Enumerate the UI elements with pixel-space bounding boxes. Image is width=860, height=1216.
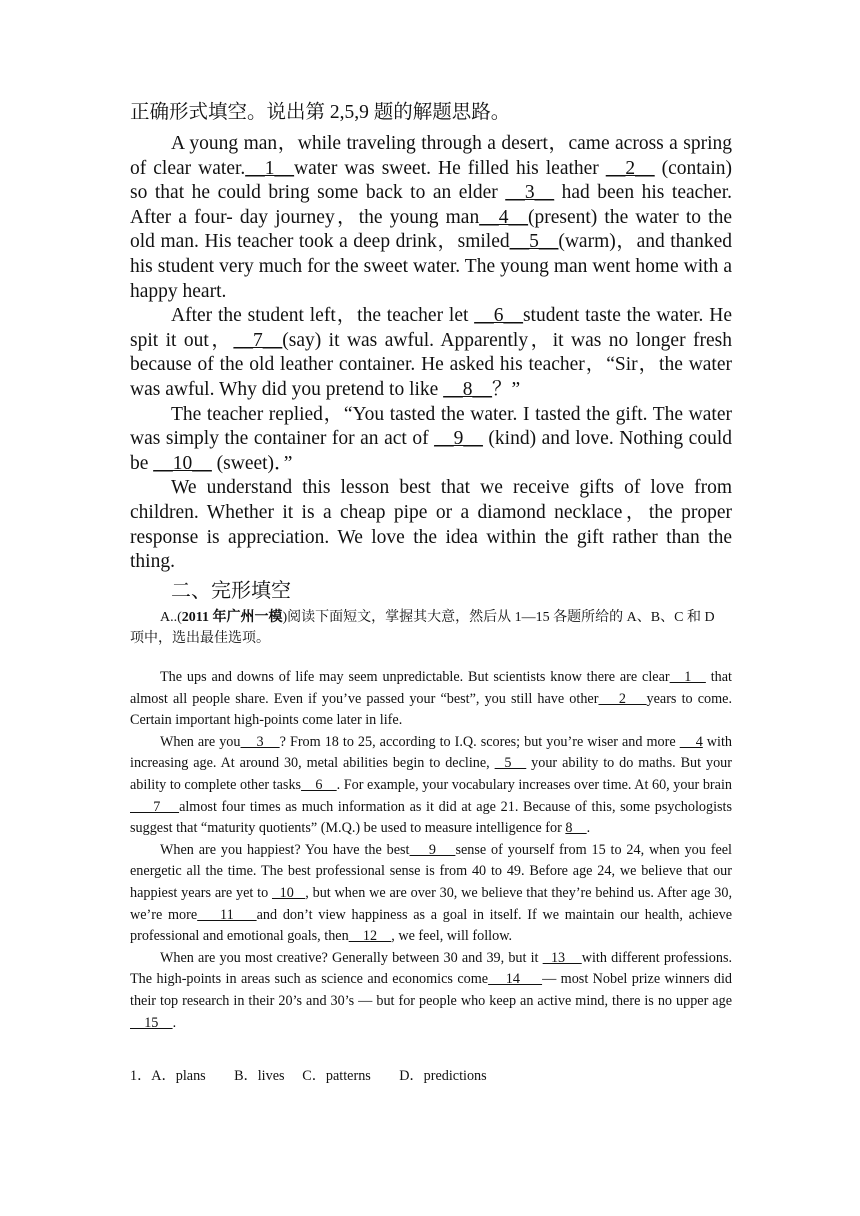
passage-1-paragraph-4: We understand this lesson best that we receive gifts of love from children. Whether it is a cheap pipe or a diamond necklace，the proper response is appreciation. We love the idea within the gift rather than the thing. bbox=[130, 477, 732, 573]
cloze-blank-6[interactable]: 6 bbox=[301, 776, 337, 793]
option-c[interactable]: C．patterns bbox=[302, 1068, 371, 1084]
question-number: 1． bbox=[130, 1068, 152, 1084]
question-1-options bbox=[130, 1066, 487, 1086]
cloze-blank-13[interactable]: 13 bbox=[542, 949, 582, 966]
cloze-blank-11[interactable]: 11 bbox=[197, 906, 257, 923]
cloze-blank-9[interactable]: 9 bbox=[409, 841, 456, 858]
cloze-blank-7[interactable]: 7 bbox=[130, 798, 180, 815]
blank-4[interactable]: __4__ bbox=[479, 206, 528, 228]
cloze-blank-15[interactable]: 15 bbox=[130, 1014, 173, 1031]
cloze-blank-12[interactable]: 12 bbox=[348, 928, 392, 945]
section-title: 二、完形填空 bbox=[171, 580, 291, 602]
option-d[interactable]: D．predictions bbox=[399, 1068, 487, 1084]
cloze-blank-14[interactable]: 14 bbox=[488, 971, 543, 988]
cloze-blank-5[interactable]: 5 bbox=[494, 755, 527, 772]
blank-9[interactable]: __9__ bbox=[434, 428, 483, 450]
blank-7[interactable]: __7__ bbox=[233, 329, 283, 351]
passage-1-paragraph-3: The teacher replied，“You tasted the water. I tasted the gift. The water was simply the container for an act of __9__ (kind) and love. Nothing could be __10__ (sweet)．” bbox=[130, 403, 733, 474]
exercise-instruction: 正确形式填空。说出第 2,5,9 题的解题思路。 bbox=[130, 102, 511, 123]
blank-1[interactable]: __1__ bbox=[245, 157, 295, 179]
blank-10[interactable]: __10__ bbox=[153, 452, 212, 474]
cloze-blank-1[interactable]: 1 bbox=[669, 669, 706, 685]
cloze-blank-10[interactable]: 10 bbox=[271, 884, 306, 901]
cloze-instruction: A..(2011 年广州一模)阅读下面短文，掌握其大意，然后从 1—15 各题所给的 A、B、C 和 D 项中，选出最佳选项。 bbox=[130, 610, 715, 646]
passage-1-paragraph-2: After the student left，the teacher let __6__student taste the water. He spit it out，__7__(say) it was awful. Apparently，it was no longer fresh because of the old leather container. He asked his teacher，“Sir，the water was awful. Why did you pretend to like __8__？” bbox=[130, 305, 732, 400]
cloze-blank-3[interactable]: 3 bbox=[240, 733, 280, 750]
passage-2-paragraph-3: When are you happiest? You have the best 9 sense of yourself from 15 to 24, when you feel energetic all the time. The best professional sense is from 40 to 49. Before age 24, we believe that our happiest years are yet to 10 , but when we are over 30, we believe that they’re behind us. After age 30, we’re more 11 and don’t view happiness as a goal in itself. If we maintain our health, achieve professional and emotional goals, then 12 , we feel, will follow. bbox=[130, 841, 732, 945]
passage-1 bbox=[130, 132, 732, 575]
blank-5[interactable]: __5__ bbox=[509, 231, 559, 253]
option-b[interactable]: B．lives bbox=[234, 1068, 285, 1084]
cloze-blank-2[interactable]: 2 bbox=[598, 690, 647, 707]
blank-2[interactable]: __2__ bbox=[605, 157, 655, 179]
cloze-blank-4[interactable]: 4 bbox=[679, 733, 703, 750]
passage-1-paragraph-1: A young man，while traveling through a desert，came across a spring of clear water.__1__water was sweet. He filled his leather __2__ (contain) so that he could bring some back to an elder __3__ had been his teacher. After a four- day journey，the young man__4__(present) the water to the old man. His teacher took a deep drink，smiled__5__(warm)，and thanked his student very much for the sweet water. The young man went home with a happy heart. bbox=[130, 133, 732, 302]
passage-2-paragraph-1: The ups and downs of life may seem unpredictable. But scientists know there are clear 1 that almost all people share. Even if you’ve passed your “best”, you still have other 2 years to come. Certain important high-points come later in life. bbox=[130, 669, 732, 729]
option-a[interactable]: A．plans bbox=[151, 1068, 206, 1084]
passage-2 bbox=[130, 667, 732, 1034]
passage-2-paragraph-4: When are you most creative? Generally between 30 and 39, but it 13 with different professions. The high-points in areas such as science and economics come 14 — most Nobel prize winners did their top research in their 20’s and 30’s — but for people who keep an active mind, there is no upper age 15 . bbox=[130, 949, 733, 1031]
blank-6[interactable]: __6__ bbox=[474, 305, 523, 327]
blank-3[interactable]: __3__ bbox=[505, 182, 555, 204]
passage-2-paragraph-2: When are you 3 ? From 18 to 25, according to I.Q. scores; but you’re wiser and more 4 with increasing age. At around 30, metal abilities begin to decline, 5 your ability to do maths. But your ability to complete other tasks 6 . For example, your vocabulary increases over time. At 60, your brain 7 almost four times as much information as it did at age 21. Because of this, some psychologists suggest that “maturity quotients” (M.Q.) be used to measure intelligence for 8 . bbox=[130, 733, 733, 837]
blank-8[interactable]: __8__ bbox=[443, 378, 492, 400]
cloze-blank-8[interactable]: 8 bbox=[565, 820, 587, 837]
